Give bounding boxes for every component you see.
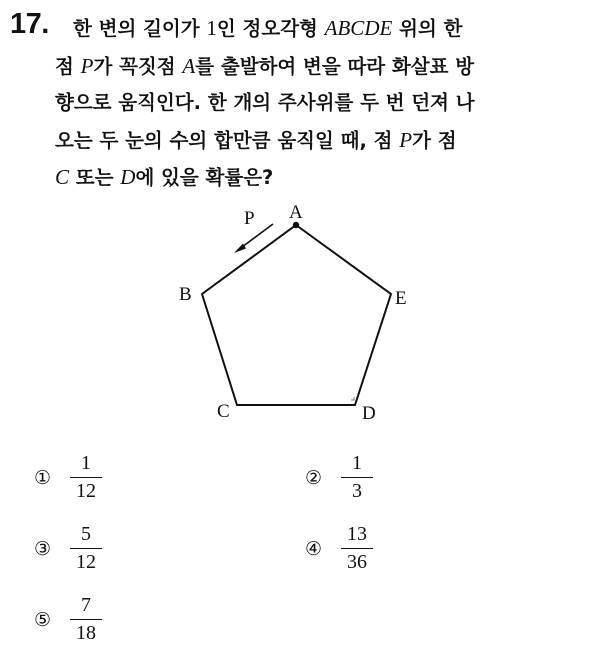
point-p: P: [80, 53, 94, 78]
question-line-4: [55, 122, 603, 160]
numerator: 13: [347, 523, 367, 545]
question-text: [55, 10, 603, 197]
pentagon-figure: [170, 198, 430, 433]
denominator: 12: [76, 551, 96, 573]
vertex-a: A: [182, 53, 196, 78]
pentagon-name: ABCDE: [324, 16, 393, 40]
fraction: [343, 452, 371, 503]
label-d: D: [362, 403, 376, 424]
question-line-1: [73, 10, 603, 48]
fraction: [72, 452, 100, 503]
vertex-c: C: [55, 165, 70, 189]
pentagon-shape: [202, 225, 391, 405]
label-a: A: [289, 202, 303, 223]
fraction: [343, 523, 371, 574]
choice-5[interactable]: [34, 594, 100, 645]
text-segment: 인 정오각형: [216, 17, 325, 40]
tick-mark: [351, 397, 354, 400]
point-p: P: [399, 127, 413, 152]
vertex-d: D: [120, 165, 136, 189]
denominator: 3: [352, 480, 362, 502]
text-segment: 또는: [69, 166, 121, 189]
question-line-5: [55, 159, 603, 197]
fraction-bar: [70, 477, 102, 478]
question-line-2: [55, 48, 603, 86]
text-segment: 에 있을 확률은?: [135, 166, 274, 189]
text-segment: 점: [55, 54, 81, 78]
denominator: 36: [347, 551, 367, 573]
question-line-3: 향으로 움직인다. 한 개의 주사위를 두 번 던져 나: [55, 91, 475, 114]
choice-1[interactable]: [34, 452, 100, 503]
choice-number: ①: [34, 466, 52, 489]
numerator: 7: [81, 594, 91, 616]
text-segment: 가 점: [412, 128, 457, 152]
choice-3[interactable]: [34, 523, 100, 574]
side-length-value: 1: [206, 16, 217, 40]
numerator: 1: [352, 452, 362, 474]
choice-number: ③: [34, 537, 52, 560]
fraction-bar: [70, 619, 102, 620]
text-segment: 위의 한: [392, 17, 463, 40]
text-segment: 한 변의 길이가: [73, 17, 207, 40]
label-c: C: [217, 401, 230, 422]
label-e: E: [395, 288, 407, 309]
choice-number: ④: [305, 537, 323, 560]
label-b: B: [179, 284, 192, 305]
text-segment: 오는 두 눈의 수의 합만큼 움직일 때, 점: [55, 128, 400, 152]
text-segment: 를 출발하여 변을 따라 화살표 방: [195, 54, 475, 78]
fraction: [72, 594, 100, 645]
denominator: 18: [76, 622, 96, 644]
text-segment: 가 꼭짓점: [93, 54, 183, 78]
numerator: 5: [81, 523, 91, 545]
denominator: 12: [76, 480, 96, 502]
fraction-bar: [341, 548, 373, 549]
choice-number: ⑤: [34, 608, 52, 631]
question-number: 17.: [10, 8, 49, 40]
label-p: P: [244, 208, 255, 229]
choice-number: ②: [305, 466, 323, 489]
fraction: [72, 523, 100, 574]
choice-4[interactable]: [305, 523, 371, 574]
fraction-bar: [341, 477, 373, 478]
choice-2[interactable]: [305, 452, 371, 503]
numerator: 1: [81, 452, 91, 474]
fraction-bar: [70, 548, 102, 549]
